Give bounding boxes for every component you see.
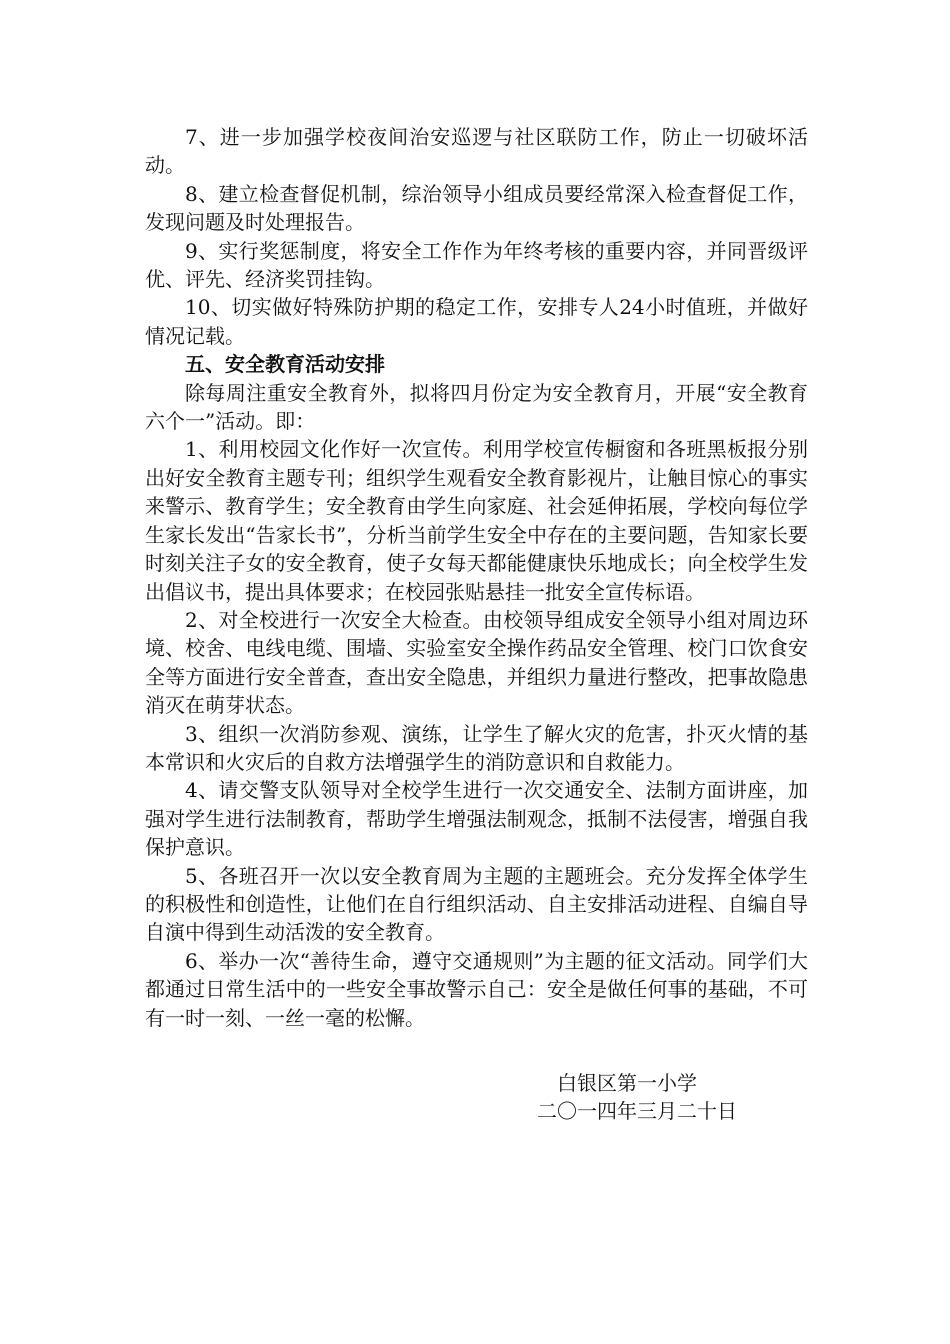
paragraph-item-9: 9、实行奖惩制度，将安全工作作为年终考核的重要内容，并同晋级评优、评先、经济奖罚挂钩。 — [145, 238, 808, 292]
signature-date: 二〇一四年三月二十日 — [537, 1099, 737, 1123]
activity-item-3: 3、组织一次消防参观、演练，让学生了解火灾的危害，扑灭火情的基本常识和火灾后的自救方法增强学生的消防意识和自救能力。 — [145, 721, 808, 774]
paragraph-item-7: 7、进一步加强学校夜间治安巡逻与社区联防工作，防止一切破坏活动。 — [145, 125, 808, 178]
document-body — [145, 123, 808, 1032]
activity-item-6: 6、举办一次“善待生命，遵守交通规则”为主题的征文活动。同学们大都通过日常生活中的一些安全事故警示自己：安全是做任何事的基础，不可有一时一刻、一丝一毫的松懈。 — [145, 948, 808, 1030]
section-intro-paragraph: 除每周注重安全教育外，拟将四月份定为安全教育月，开展“安全教育六个一”活动。即： — [145, 380, 808, 434]
activity-item-1: 1、利用校园文化作好一次宣传。利用学校宣传橱窗和各班黑板报分别出好安全教育主题专刊；组织学生观看安全教育影视片，让触目惊心的事实来警示、教育学生；安全教育由学生向家庭、社会延伸拓展，学校向每位学生家长发出“告家长书”，分析当前学生安全中存在的主要问题，告知家长要时刻关注子女的安全教育，使子女每天都能健康快乐地成长；向全校学生发出倡议书，提出具体要求；在校园张贴悬挂一批安全宣传标语。 — [145, 437, 808, 604]
section-heading: 五、安全教育活动安排 — [185, 352, 385, 377]
activity-item-2: 2、对全校进行一次安全大检查。由校领导组成安全领导小组对周边环境、校舍、电线电缆、围墙、实验室安全操作药品安全管理、校门口饮食安全等方面进行安全普查，查出安全隐患，并组织力量进行整改，把事故隐患消灭在萌芽状态。 — [145, 607, 808, 718]
activity-item-5: 5、各班召开一次以安全教育周为主题的主题班会。充分发挥全体学生的积极性和创造性，让他们在自行组织活动、自主安排活动进程、自编自导自演中得到生动活泼的安全教育。 — [145, 863, 808, 945]
signature-school: 白银区第一小学 — [557, 1071, 697, 1095]
activity-item-4: 4、请交警支队领导对全校学生进行一次交通安全、法制方面讲座，加强对学生进行法制教育，帮助学生增强法制观念，抵制不法侵害，增强自我保护意识。 — [145, 778, 808, 860]
paragraph-item-10: 10、切实做好特殊防护期的稳定工作，安排专人24小时值班，并做好情况记载。 — [145, 295, 808, 348]
paragraph-item-8: 8、建立检查督促机制，综治领导小组成员要经常深入检查督促工作，发现问题及时处理报告。 — [145, 181, 808, 235]
